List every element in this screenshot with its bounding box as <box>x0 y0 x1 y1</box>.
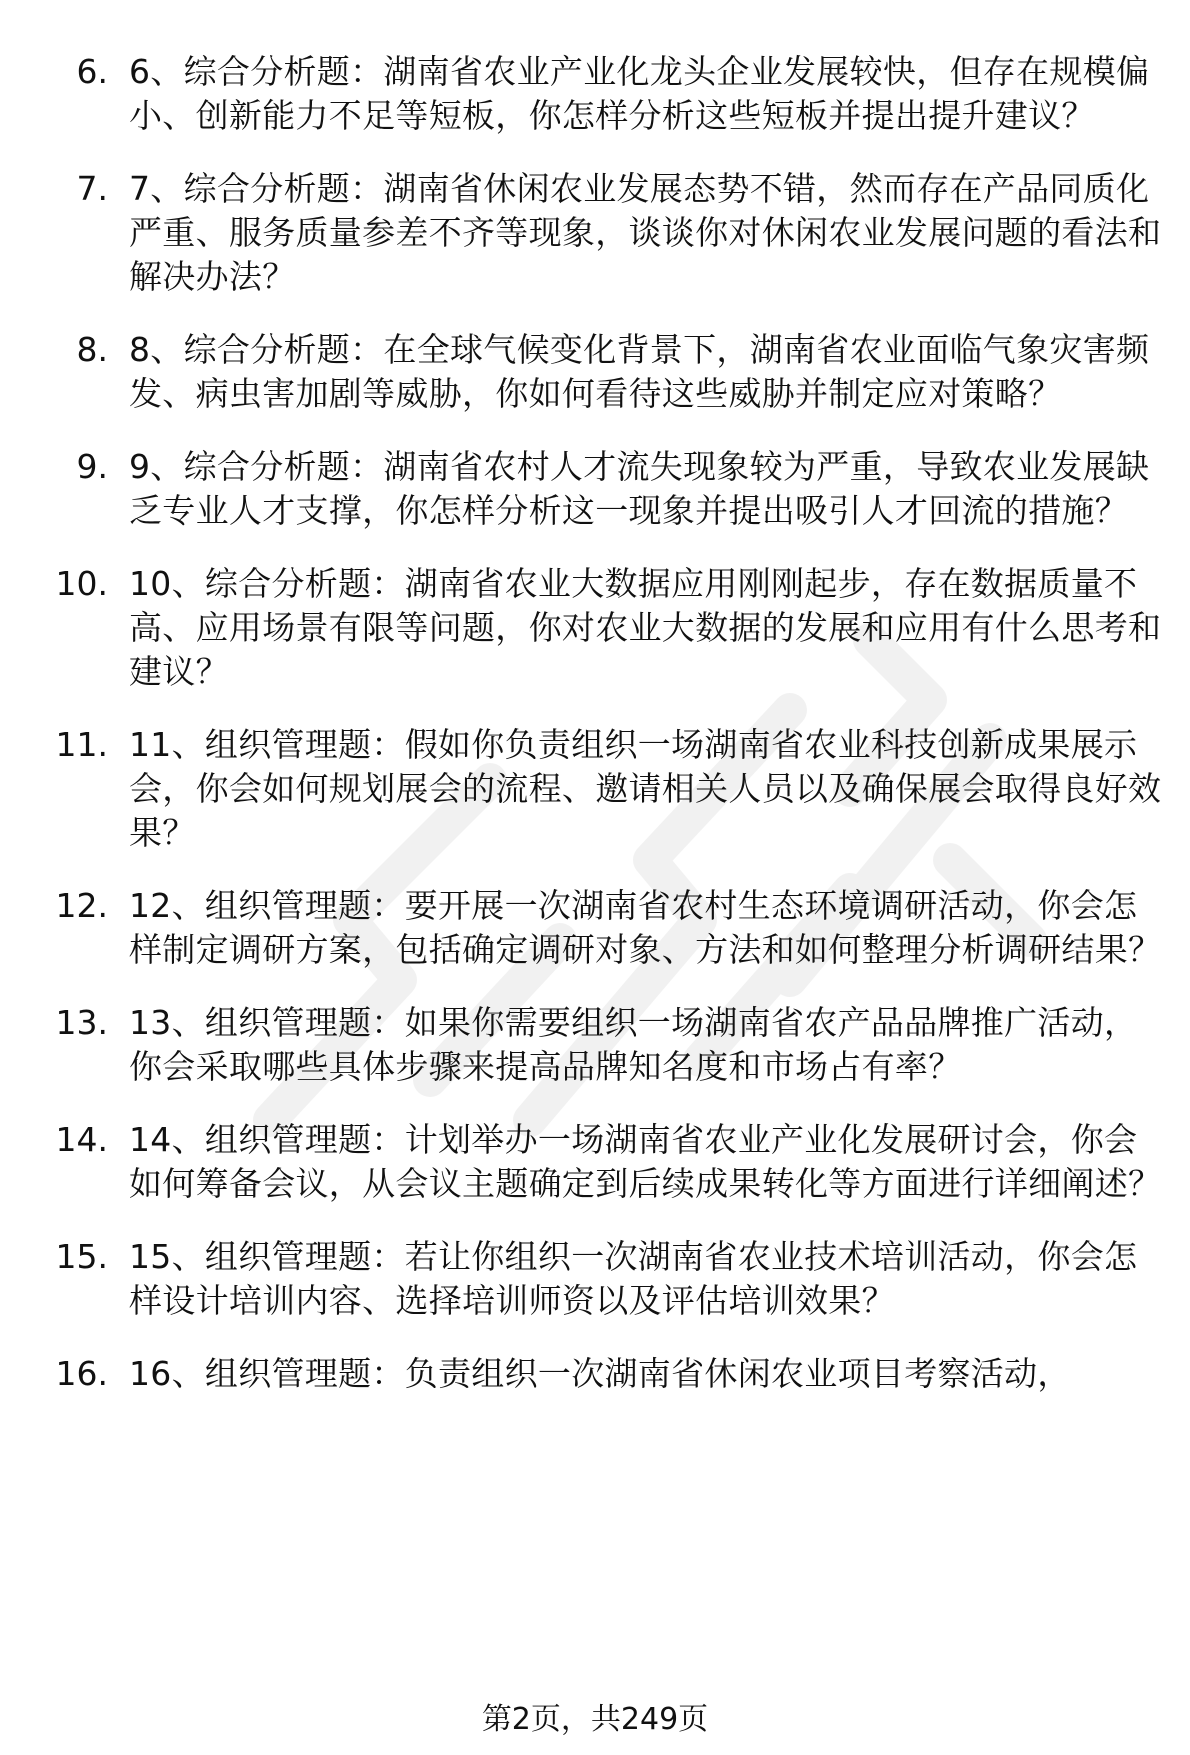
question-text: 13、组织管理题：如果你需要组织一场湖南省农产品品牌推广活动，你会采取哪些具体步骤来提高品牌知名度和市场占有率？ <box>129 1003 1138 1086</box>
question-number: 15. <box>55 1237 108 1276</box>
question-number: 14. <box>55 1120 108 1159</box>
question-item <box>0 884 1190 972</box>
question-item <box>0 1352 1190 1396</box>
question-item <box>0 723 1190 855</box>
question-list <box>0 50 1190 1425</box>
question-item <box>0 1235 1190 1323</box>
question-item <box>0 50 1190 138</box>
question-item <box>0 1001 1190 1089</box>
question-item <box>0 1118 1190 1206</box>
question-number: 10. <box>55 564 108 603</box>
question-item <box>0 562 1190 694</box>
question-number: 8. <box>76 330 108 369</box>
question-number: 13. <box>55 1003 108 1042</box>
question-text: 6、综合分析题：湖南省农业产业化龙头企业发展较快，但存在规模偏小、创新能力不足等短板，你怎样分析这些短板并提出提升建议？ <box>129 52 1150 135</box>
question-number: 6. <box>76 52 108 91</box>
question-text: 14、组织管理题：计划举办一场湖南省农业产业化发展研讨会，你会如何筹备会议，从会议主题确定到后续成果转化等方面进行详细阐述？ <box>129 1120 1162 1203</box>
question-number: 16. <box>55 1354 108 1393</box>
question-item <box>0 445 1190 533</box>
question-text: 8、综合分析题：在全球气候变化背景下，湖南省农业面临气象灾害频发、病虫害加剧等威胁，你如何看待这些威胁并制定应对策略？ <box>129 330 1150 413</box>
question-number: 7. <box>76 169 108 208</box>
question-item <box>0 328 1190 416</box>
question-number: 11. <box>55 725 108 764</box>
question-text: 9、综合分析题：湖南省农村人才流失现象较为严重，导致农业发展缺乏专业人才支撑，你怎样分析这一现象并提出吸引人才回流的措施？ <box>129 447 1150 530</box>
question-text: 16、组织管理题：负责组织一次湖南省休闲农业项目考察活动， <box>129 1354 1071 1393</box>
question-number: 12. <box>55 886 108 925</box>
question-item <box>0 167 1190 299</box>
question-text: 7、综合分析题：湖南省休闲农业发展态势不错，然而存在产品同质化严重、服务质量参差不齐等现象，谈谈你对休闲农业发展问题的看法和解决办法？ <box>129 169 1162 296</box>
question-text: 15、组织管理题：若让你组织一次湖南省农业技术培训活动，你会怎样设计培训内容、选择培训师资以及评估培训效果？ <box>129 1237 1138 1320</box>
question-number: 9. <box>76 447 108 486</box>
page-footer: 第2页，共249页 <box>481 1702 709 1737</box>
question-text: 12、组织管理题：要开展一次湖南省农村生态环境调研活动，你会怎样制定调研方案，包括确定调研对象、方法和如何整理分析调研结果？ <box>129 886 1162 969</box>
question-text: 11、组织管理题：假如你负责组织一场湖南省农业科技创新成果展示会，你会如何规划展会的流程、邀请相关人员以及确保展会取得良好效果？ <box>129 725 1162 852</box>
question-text: 10、综合分析题：湖南省农业大数据应用刚刚起步，存在数据质量不高、应用场景有限等问题，你对农业大数据的发展和应用有什么思考和建议？ <box>129 564 1162 691</box>
